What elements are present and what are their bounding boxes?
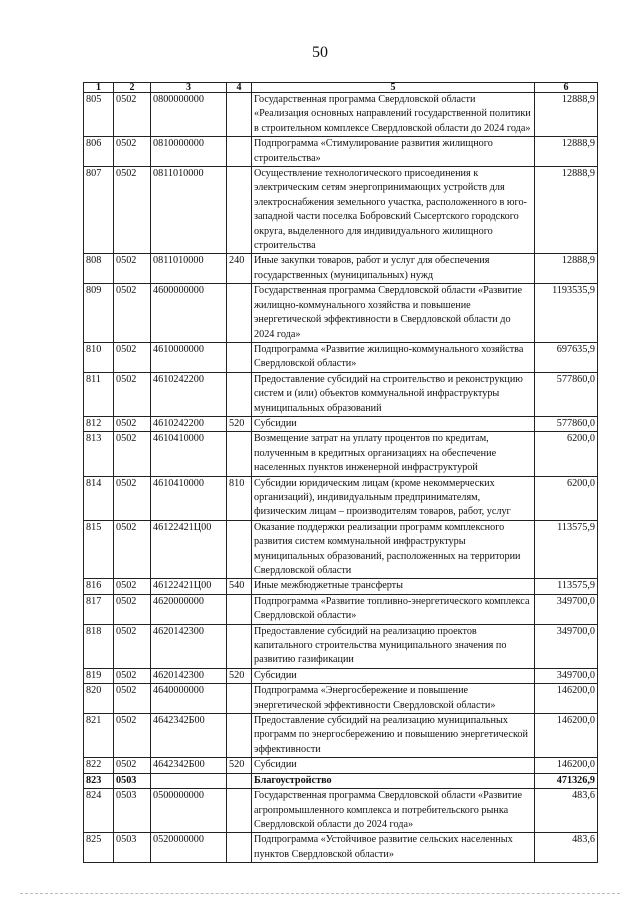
- row-description: Субсидии юридическим лицам (кроме некоммерческих организаций), индивидуальным предпринимателям, физическим лицам – производителям товаров, работ, услуг: [252, 476, 535, 520]
- row-amount: 146200,0: [535, 714, 598, 758]
- row-amount: 483,6: [535, 833, 598, 863]
- budget-table: [83, 82, 598, 863]
- row-amount: 6200,0: [535, 476, 598, 520]
- expense-type: [227, 372, 252, 416]
- table-header-row: [84, 83, 598, 93]
- row-number: 816: [84, 579, 114, 594]
- expense-type: [227, 789, 252, 833]
- row-description: Оказание поддержки реализации программ комплексного развития систем коммунальной инфраструктуры муниципальных образований, расположенных на территории Свердловской области: [252, 520, 535, 579]
- expense-type: [227, 714, 252, 758]
- target-code: 0810000000: [151, 137, 227, 167]
- row-description: Подпрограмма «Развитие жилищно-коммунального хозяйства Свердловской области»: [252, 342, 535, 372]
- table-row: [84, 684, 598, 714]
- table-row: [84, 284, 598, 343]
- page-number: 50: [312, 44, 328, 61]
- table-row: [84, 520, 598, 579]
- table-row: [84, 789, 598, 833]
- section-code: 0502: [114, 284, 151, 343]
- row-number: 817: [84, 594, 114, 624]
- row-description: Подпрограмма «Устойчивое развитие сельских населенных пунктов Свердловской области»: [252, 833, 535, 863]
- row-description: Иные закупки товаров, работ и услуг для обеспечения государственных (муниципальных) нужд: [252, 254, 535, 284]
- table-row: [84, 342, 598, 372]
- section-code: 0503: [114, 789, 151, 833]
- target-code: 4610000000: [151, 342, 227, 372]
- row-amount: 12888,9: [535, 254, 598, 284]
- section-code: 0502: [114, 520, 151, 579]
- row-amount: 113575,9: [535, 520, 598, 579]
- row-number: 810: [84, 342, 114, 372]
- row-number: 820: [84, 684, 114, 714]
- table-row: [84, 372, 598, 416]
- row-amount: 577860,0: [535, 416, 598, 431]
- target-code: 0811010000: [151, 254, 227, 284]
- target-code: 4620142300: [151, 668, 227, 683]
- row-number: 815: [84, 520, 114, 579]
- row-number: 824: [84, 789, 114, 833]
- section-code: 0502: [114, 476, 151, 520]
- row-number: 806: [84, 137, 114, 167]
- col-header-4: 4: [227, 83, 252, 93]
- row-number: 818: [84, 624, 114, 668]
- row-number: 819: [84, 668, 114, 683]
- expense-type: [227, 93, 252, 137]
- table-row: [84, 714, 598, 758]
- row-description: Осуществление технологического присоединения к электрическим сетям энергопринимающих устройств для электроснабжения земельного участка, расположенного в юго-западной части поселка Бобровский Сысертского городского округа, выделенного для индивидуального жилищного строительства: [252, 167, 535, 254]
- expense-type: [227, 624, 252, 668]
- table-row: [84, 137, 598, 167]
- expense-type: [227, 432, 252, 476]
- row-description: Благоустройство: [252, 773, 535, 788]
- expense-type: [227, 833, 252, 863]
- row-description: Субсидии: [252, 758, 535, 773]
- col-header-2: 2: [114, 83, 151, 93]
- target-code: 4620142300: [151, 624, 227, 668]
- row-amount: 12888,9: [535, 137, 598, 167]
- target-code: 46122421Ц00: [151, 579, 227, 594]
- expense-type: [227, 137, 252, 167]
- row-number: 822: [84, 758, 114, 773]
- section-code: 0502: [114, 372, 151, 416]
- row-description: Подпрограмма «Энергосбережение и повышение энергетической эффективности Свердловской области»: [252, 684, 535, 714]
- row-amount: 349700,0: [535, 668, 598, 683]
- row-description: Субсидии: [252, 416, 535, 431]
- col-header-1: 1: [84, 83, 114, 93]
- target-code: 4600000000: [151, 284, 227, 343]
- table-row: [84, 167, 598, 254]
- row-amount: 146200,0: [535, 758, 598, 773]
- row-description: Государственная программа Свердловской области «Развитие агропромышленного комплекса и потребительского рынка Свердловской области до 2024 года»: [252, 789, 535, 833]
- row-description: Предоставление субсидий на реализацию муниципальных программ по энергосбережению и повышению энергетической эффективности: [252, 714, 535, 758]
- col-header-6: 6: [535, 83, 598, 93]
- section-code: 0502: [114, 714, 151, 758]
- table-row: [84, 416, 598, 431]
- section-code: 0502: [114, 684, 151, 714]
- target-code: 4610410000: [151, 432, 227, 476]
- row-description: Предоставление субсидий на реализацию проектов капитального строительства муниципального значения по развитию газификации: [252, 624, 535, 668]
- row-description: Подпрограмма «Развитие топливно-энергетического комплекса Свердловской области»: [252, 594, 535, 624]
- table-row: [84, 93, 598, 137]
- row-number: 805: [84, 93, 114, 137]
- row-amount: 483,6: [535, 789, 598, 833]
- table-row: [84, 668, 598, 683]
- section-code: 0502: [114, 254, 151, 284]
- row-number: 808: [84, 254, 114, 284]
- row-amount: 697635,9: [535, 342, 598, 372]
- target-code: 0811010000: [151, 167, 227, 254]
- expense-type: 520: [227, 758, 252, 773]
- row-description: Возмещение затрат на уплату процентов по кредитам, полученным в кредитных организациях на обеспечение населенных пунктов инженерной инфраструктурой: [252, 432, 535, 476]
- row-number: 809: [84, 284, 114, 343]
- target-code: 4610410000: [151, 476, 227, 520]
- row-description: Предоставление субсидий на строительство и реконструкцию систем и (или) объектов коммунальной инфраструктуры муниципальных образований: [252, 372, 535, 416]
- expense-type: 520: [227, 416, 252, 431]
- row-amount: 1193535,9: [535, 284, 598, 343]
- row-description: Подпрограмма «Стимулирование развития жилищного строительства»: [252, 137, 535, 167]
- section-code: 0502: [114, 668, 151, 683]
- row-number: 813: [84, 432, 114, 476]
- footer-line: [20, 893, 620, 895]
- target-code: 4642342Б00: [151, 714, 227, 758]
- table-row: [84, 758, 598, 773]
- row-description: Субсидии: [252, 668, 535, 683]
- target-code: 0500000000: [151, 789, 227, 833]
- table-row: [84, 254, 598, 284]
- col-header-3: 3: [151, 83, 227, 93]
- row-number: 825: [84, 833, 114, 863]
- expense-type: [227, 684, 252, 714]
- section-code: 0502: [114, 624, 151, 668]
- expense-type: 240: [227, 254, 252, 284]
- section-code: 0502: [114, 758, 151, 773]
- section-code: 0502: [114, 167, 151, 254]
- section-code: 0502: [114, 594, 151, 624]
- row-number: 807: [84, 167, 114, 254]
- target-code: 0520000000: [151, 833, 227, 863]
- row-amount: 471326,9: [535, 773, 598, 788]
- table-row: [84, 476, 598, 520]
- section-code: 0502: [114, 416, 151, 431]
- row-description: Государственная программа Свердловской области «Развитие жилищно-коммунального хозяйства и повышение энергетической эффективности в Свердловской области до 2024 года»: [252, 284, 535, 343]
- expense-type: 540: [227, 579, 252, 594]
- table-row: [84, 579, 598, 594]
- target-code: 4620000000: [151, 594, 227, 624]
- table-row: [84, 432, 598, 476]
- table-row: [84, 773, 598, 788]
- expense-type: [227, 342, 252, 372]
- row-amount: 12888,9: [535, 93, 598, 137]
- target-code: 46122421Ц00: [151, 520, 227, 579]
- expense-type: [227, 773, 252, 788]
- target-code: [151, 773, 227, 788]
- row-amount: 113575,9: [535, 579, 598, 594]
- expense-type: [227, 167, 252, 254]
- section-code: 0503: [114, 773, 151, 788]
- table-row: [84, 624, 598, 668]
- row-amount: 6200,0: [535, 432, 598, 476]
- section-code: 0503: [114, 833, 151, 863]
- row-number: 812: [84, 416, 114, 431]
- section-code: 0502: [114, 579, 151, 594]
- row-description: Иные межбюджетные трансферты: [252, 579, 535, 594]
- expense-type: 520: [227, 668, 252, 683]
- target-code: 4640000000: [151, 684, 227, 714]
- expense-type: [227, 284, 252, 343]
- target-code: 4610242200: [151, 416, 227, 431]
- section-code: 0502: [114, 432, 151, 476]
- row-number: 823: [84, 773, 114, 788]
- expense-type: [227, 594, 252, 624]
- row-number: 811: [84, 372, 114, 416]
- target-code: 4610242200: [151, 372, 227, 416]
- col-header-5: 5: [252, 83, 535, 93]
- target-code: 4642342Б00: [151, 758, 227, 773]
- row-number: 821: [84, 714, 114, 758]
- table-row: [84, 833, 598, 863]
- row-amount: 577860,0: [535, 372, 598, 416]
- row-number: 814: [84, 476, 114, 520]
- target-code: 0800000000: [151, 93, 227, 137]
- row-description: Государственная программа Свердловской области «Реализация основных направлений государственной политики в строительном комплексе Свердловской области до 2024 года»: [252, 93, 535, 137]
- row-amount: 349700,0: [535, 624, 598, 668]
- row-amount: 12888,9: [535, 167, 598, 254]
- section-code: 0502: [114, 93, 151, 137]
- row-amount: 146200,0: [535, 684, 598, 714]
- table-row: [84, 594, 598, 624]
- expense-type: 810: [227, 476, 252, 520]
- section-code: 0502: [114, 342, 151, 372]
- expense-type: [227, 520, 252, 579]
- row-amount: 349700,0: [535, 594, 598, 624]
- section-code: 0502: [114, 137, 151, 167]
